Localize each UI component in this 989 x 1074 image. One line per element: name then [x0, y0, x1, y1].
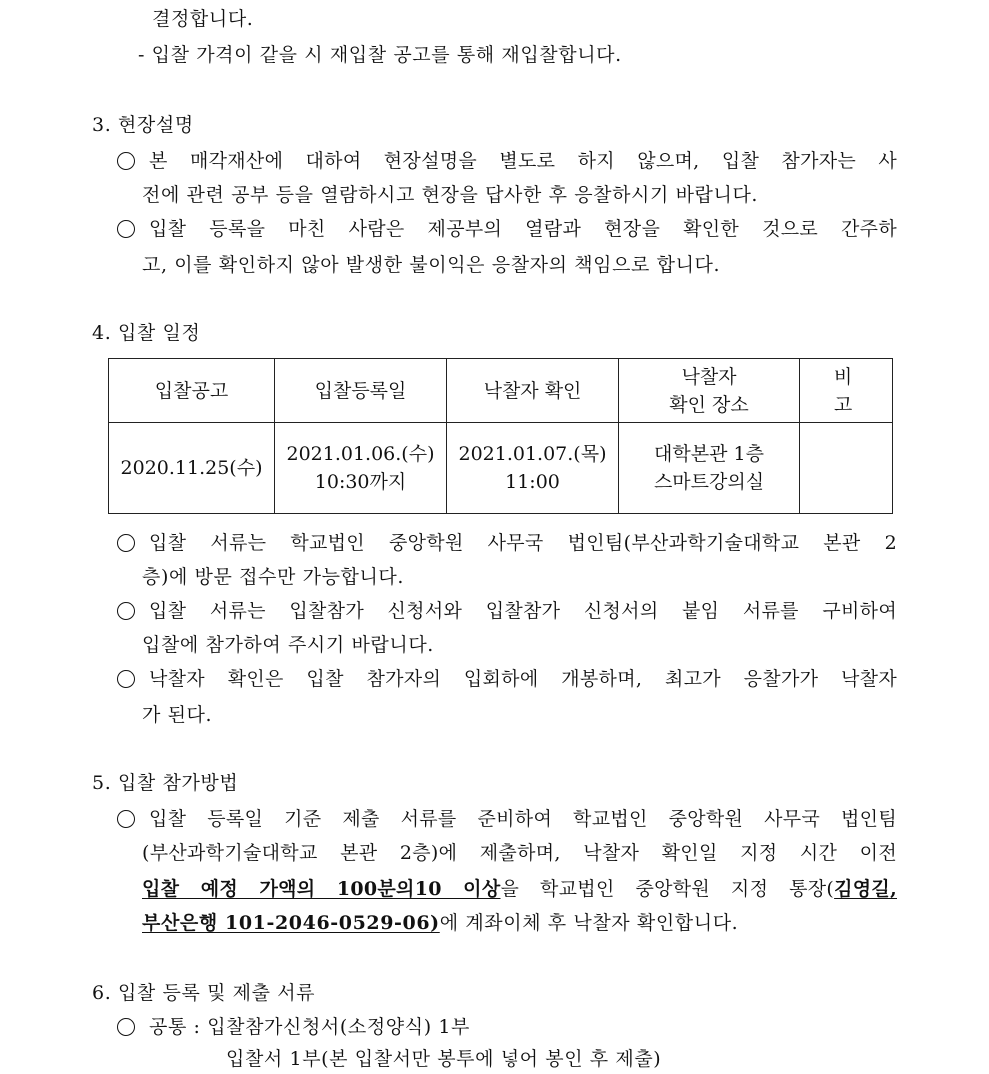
header-place-line-2: 확인 장소 [669, 393, 749, 416]
section-4-bullet-3-line-2: 가 된다. [142, 704, 213, 726]
section-3-heading: 3. 현장설명 [92, 114, 194, 136]
bank-account-emphasis: 부산은행 101-2046-0529-06) [142, 912, 440, 934]
section-3-bullet-1-line-1: 본 매각재산에 대하여 현장설명을 별도로 하지 않으며, 입찰 참가자는 사 [117, 148, 897, 174]
section-6-heading: 6. 입찰 등록 및 제출 서류 [92, 982, 316, 1004]
cell-reg-date [275, 423, 447, 514]
header-notice: 입찰공고 [109, 359, 275, 423]
cell-confirm-line-2: 11:00 [505, 471, 560, 493]
circle-bullet-icon [117, 1018, 135, 1036]
cell-place-line-2: 스마트강의실 [653, 471, 765, 493]
header-reg-date: 입찰등록일 [275, 359, 447, 423]
circle-bullet-icon [117, 602, 135, 620]
header-remark: 비 고 [800, 359, 893, 423]
section-4-bullet-2-line-2: 입찰에 참가하여 주시기 바랍니다. [142, 634, 434, 656]
section-5-heading: 5. 입찰 참가방법 [92, 772, 239, 794]
section-6-line-2: 입찰서 1부(본 입찰서만 봉투에 넣어 봉인 후 제출) [226, 1048, 662, 1070]
cell-notice: 2020.11.25(수) [109, 423, 275, 514]
section-4-bullet-2-line-1: 입찰 서류는 입찰참가 신청서와 입찰참가 신청서의 붙임 서류를 구비하여 [117, 598, 897, 624]
section-4-bullet-1-line-2: 층)에 방문 접수만 가능합니다. [142, 566, 405, 588]
section-3-bullet-2-line-1: 입찰 등록을 마친 사람은 제공부의 열람과 현장을 확인한 것으로 간주하 [117, 216, 897, 242]
schedule-table [108, 358, 893, 514]
header-place-line-1: 낙찰자 [681, 365, 737, 388]
section-3-bullet-1-line-2: 전에 관련 공부 등을 열람하시고 현장을 답사한 후 응찰하시기 바랍니다. [142, 184, 759, 206]
header-confirm: 낙찰자 확인 [447, 359, 619, 423]
section-5-line-2: (부산과학기술대학교 본관 2층)에 제출하며, 낙찰자 확인일 지정 시간 이전 [142, 842, 897, 864]
intro-line-1: 결정합니다. [152, 8, 254, 30]
circle-bullet-icon [117, 670, 135, 688]
intro-line-2: - 입찰 가격이 같을 시 재입찰 공고를 통해 재입찰합니다. [138, 44, 622, 66]
section-4-bullet-1-line-1: 입찰 서류는 학교법인 중앙학원 사무국 법인팀(부산과학기술대학교 본관 2 [117, 530, 897, 556]
cell-reg-date-line-2: 10:30까지 [314, 471, 407, 493]
account-holder-emphasis: 김영길, [834, 878, 897, 900]
cell-confirm-line-1: 2021.01.07.(목) [458, 443, 607, 465]
cell-place-line-1: 대학본관 1층 [654, 443, 764, 465]
section-5-line-3: 입찰 예정 가액의 100분의10 이상을 학교법인 중앙학원 지정 통장(김영길, [142, 878, 897, 900]
circle-bullet-icon [117, 810, 135, 828]
section-4-bullet-3-line-1: 낙찰자 확인은 입찰 참가자의 입회하에 개봉하며, 최고가 응찰가가 낙찰자 [117, 666, 897, 692]
cell-place [619, 423, 800, 514]
table-header-row [109, 359, 893, 423]
section-4-heading: 4. 입찰 일정 [92, 322, 201, 344]
section-6-line-1: 공통 : 입찰참가신청서(소정양식) 1부 [117, 1014, 470, 1040]
cell-confirm [447, 423, 619, 514]
section-5-line-1: 입찰 등록일 기준 제출 서류를 준비하여 학교법인 중앙학원 사무국 법인팀 [117, 806, 897, 832]
circle-bullet-icon [117, 152, 135, 170]
cell-reg-date-line-1: 2021.01.06.(수) [286, 443, 435, 465]
section-5-line-4: 부산은행 101-2046-0529-06)에 계좌이체 후 낙찰자 확인합니다. [142, 912, 739, 934]
circle-bullet-icon [117, 534, 135, 552]
header-place [619, 359, 800, 423]
section-3-bullet-2-line-2: 고, 이를 확인하지 않아 발생한 불이익은 응찰자의 책임으로 합니다. [142, 254, 721, 276]
cell-remark [800, 423, 893, 514]
deposit-amount-emphasis: 입찰 예정 가액의 100분의10 이상 [142, 878, 501, 900]
table-row [109, 423, 893, 514]
circle-bullet-icon [117, 220, 135, 238]
